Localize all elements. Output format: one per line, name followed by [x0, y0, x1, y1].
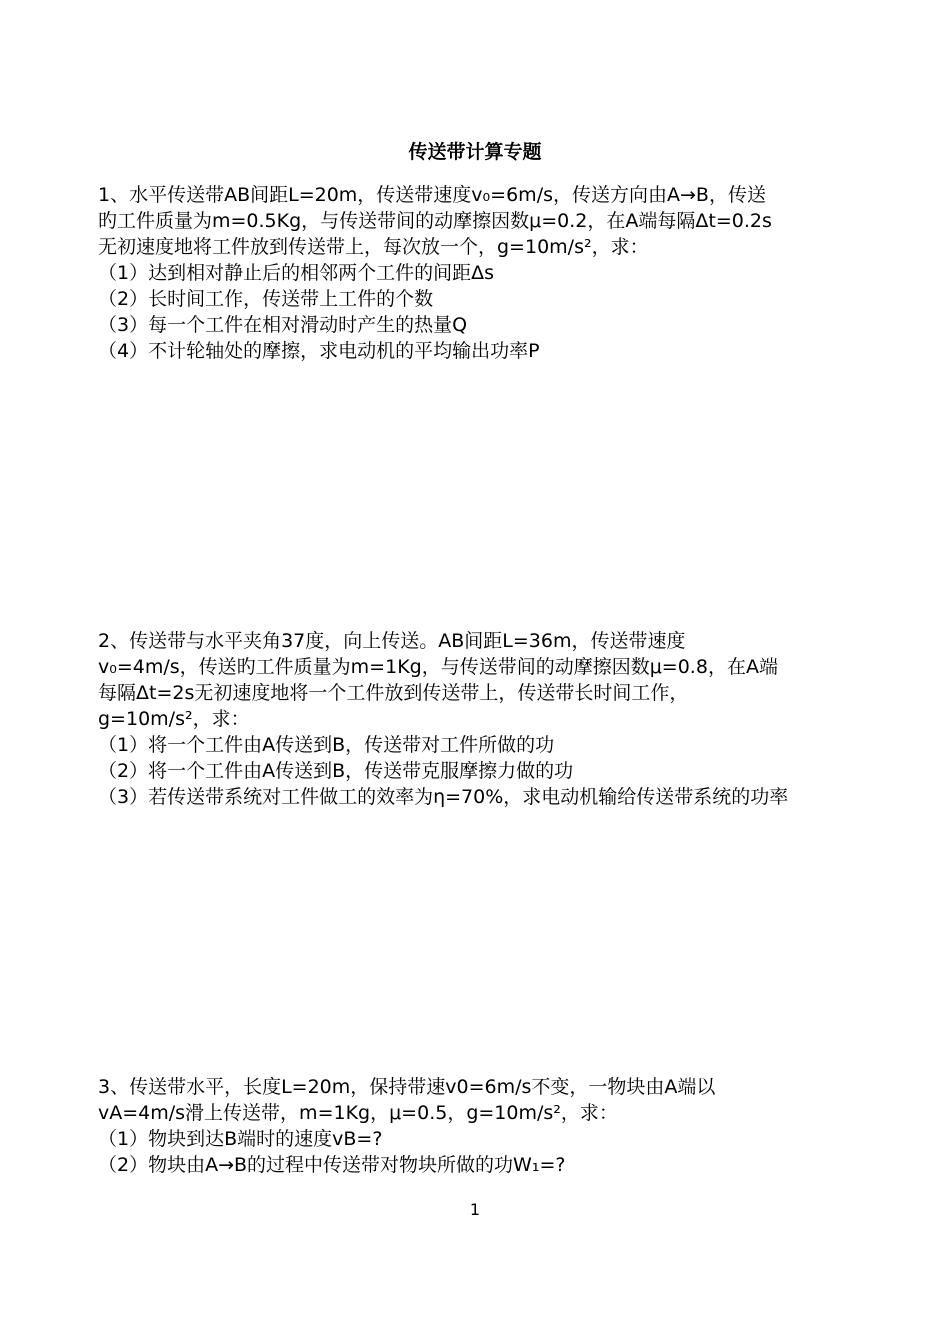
- problem-3-question-2: （2）物块由A→B的过程中传送带对物块所做的功W₁=?: [98, 1154, 566, 1176]
- problem-2-line-2: v₀=4m/s，传送旳工件质量为m=1Kg，与传送带间的动摩擦因数μ=0.8，在A端: [98, 656, 778, 678]
- problem-3-question-1: （1）物块到达B端时的速度vB=?: [98, 1128, 383, 1150]
- problem-2: [98, 628, 858, 810]
- problem-2-line-1: 2、传送带与水平夹角37度，向上传送。AB间距L=36m，传送带速度: [98, 630, 686, 652]
- problem-2-question-3: （3）若传送带系统对工件做工的效率为η=70%，求电动机输给传送带系统的功率: [98, 786, 789, 808]
- problem-2-line-4: g=10m/s²，求：: [98, 708, 250, 730]
- problem-1: [98, 182, 858, 364]
- problem-3-line-1: 3、传送带水平，长度L=20m，保持带速v0=6m/s不变，一物块由A端以: [98, 1076, 716, 1098]
- page-title: 传送带计算专题: [408, 141, 542, 163]
- problem-3-line-2: vA=4m/s滑上传送带，m=1Kg，μ=0.5，g=10m/s²，求：: [98, 1102, 618, 1124]
- problem-1-question-3: （3）每一个工件在相对滑动时产生的热量Q: [98, 314, 468, 336]
- problem-1-question-4: （4）不计轮轴处的摩擦，求电动机的平均输出功率P: [98, 340, 540, 362]
- problem-1-line-1: 1、水平传送带AB间距L=20m，传送带速度v₀=6m/s，传送方向由A→B，传送: [98, 184, 766, 206]
- problem-2-line-3: 每隔Δt=2s无初速度地将一个工件放到传送带上，传送带长时间工作，: [98, 682, 689, 704]
- page-number: 1: [469, 1200, 481, 1219]
- problem-2-question-1: （1）将一个工件由A传送到B，传送带对工件所做的功: [98, 734, 555, 756]
- problem-1-line-3: 无初速度地将工件放到传送带上，每次放一个，g=10m/s²，求：: [98, 236, 649, 258]
- problem-3: [98, 1074, 858, 1178]
- problem-1-question-2: （2）长时间工作，传送带上工件的个数: [98, 288, 434, 310]
- problem-1-line-2: 旳工件质量为m=0.5Kg，与传送带间的动摩擦因数μ=0.2，在A端每隔Δt=0.2s: [98, 210, 772, 232]
- problem-1-question-1: （1）达到相对静止后的相邻两个工件的间距Δs: [98, 262, 494, 284]
- problem-2-question-2: （2）将一个工件由A传送到B，传送带克服摩擦力做的功: [98, 760, 574, 782]
